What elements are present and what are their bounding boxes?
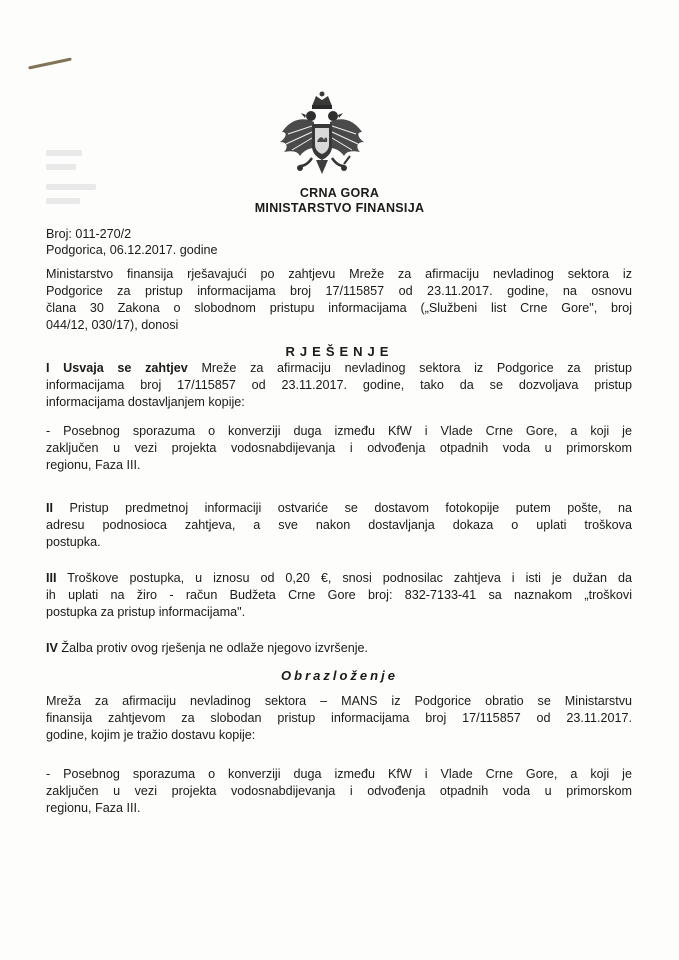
section-iii-line: postupka za pristup informacijama". (46, 605, 246, 619)
section-i-line: informacijama dostavljanjem kopije: (46, 395, 245, 409)
section-iii-first-line (46, 570, 632, 586)
section-ii-first-line (46, 500, 632, 516)
intro-line: Ministarstvo finansija rješavajući po zahtjevu Mreže za afirmaciju nevladinog sektora iz (46, 267, 632, 281)
item-line: - Posebnog sporazuma o konverziji duga između KfW i Vlade Crne Gore, a koji je (46, 767, 632, 781)
section-iv-line (46, 640, 368, 656)
section-iii-text: Troškove postupka, u iznosu od 0,20 €, snosi podnosilac zahtjeva i isti je dužan da (56, 571, 632, 585)
item-line: - Posebnog sporazuma o konverziji duga između KfW i Vlade Crne Gore, a koji je (46, 424, 632, 438)
section-ii-label: II (46, 501, 53, 515)
reasoning-line: Mreža za afirmaciju nevladinog sektora – MANS iz Podgorice obratio se Ministarstvu (46, 694, 632, 708)
section-ii-line: adresu podnosioca zahtjeva, a sve nakon dostavljanja dokaza o uplati troškova (46, 518, 632, 532)
section-iv-label: IV (46, 641, 58, 655)
section-iv-text: Žalba protiv ovog rješenja ne odlaže njegovo izvršenje. (57, 641, 369, 655)
section-ii-line: postupka. (46, 535, 101, 549)
decision-title: RJEŠENJE (285, 344, 394, 359)
section-iii-line: ih uplati na žiro - račun Budžeta Crne Gore broj: 832-7133-41 sa naznakom „troškovi (46, 588, 632, 602)
section-i-label: I Usvaja se zahtjev (46, 361, 188, 375)
item-line: regionu, Faza III. (46, 458, 141, 472)
reasoning-line: godine, kojim je tražio dostavu kopije: (46, 728, 256, 742)
intro-line: člana 30 Zakona o slobodnom pristupu informacijama („Službeni list Crne Gore", broj (46, 301, 632, 315)
montenegro-coat-of-arms-icon (276, 90, 368, 180)
country-heading: CRNA GORA (299, 186, 380, 200)
item-line: zaključen u vezi projekta vodosnabdijevanja i odvođenja otpadnih voda u primorskom (46, 441, 632, 455)
section-i-line: informacijama broj 17/115857 od 23.11.2017. godine, tako da se dozvoljava pristup (46, 378, 632, 392)
bleed-through-mark (46, 150, 82, 156)
place-date: Podgorica, 06.12.2017. godine (46, 243, 218, 257)
item-line: zaključen u vezi projekta vodosnabdijevanja i odvođenja otpadnih voda u primorskom (46, 784, 632, 798)
bleed-through-mark (46, 164, 76, 170)
section-iii-label: III (46, 571, 57, 585)
section-i-text: Mreže za afirmaciju nevladinog sektora iz Podgorice za pristup (187, 361, 632, 375)
section-ii-text: Pristup predmetnoj informaciji ostvariće se dostavom fotokopije putem pošte, na (53, 501, 632, 515)
pen-mark (28, 57, 72, 69)
item-line: regionu, Faza III. (46, 801, 141, 815)
reasoning-title: Obrazloženje (281, 668, 398, 683)
section-i-first-line (46, 360, 632, 376)
intro-line: Podgorice za pristup informacijama broj 17/115857 od 23.11.2017. godine, na osnovu (46, 284, 632, 298)
reference-number: Broj: 011-270/2 (46, 227, 132, 241)
reasoning-line: finansija zahtjevom za slobodan pristup informacijama broj 17/115857 od 23.11.2017. (46, 711, 632, 725)
ministry-heading: MINISTARSTVO FINANSIJA (254, 201, 425, 215)
intro-line: 044/12, 030/17), donosi (46, 318, 179, 332)
